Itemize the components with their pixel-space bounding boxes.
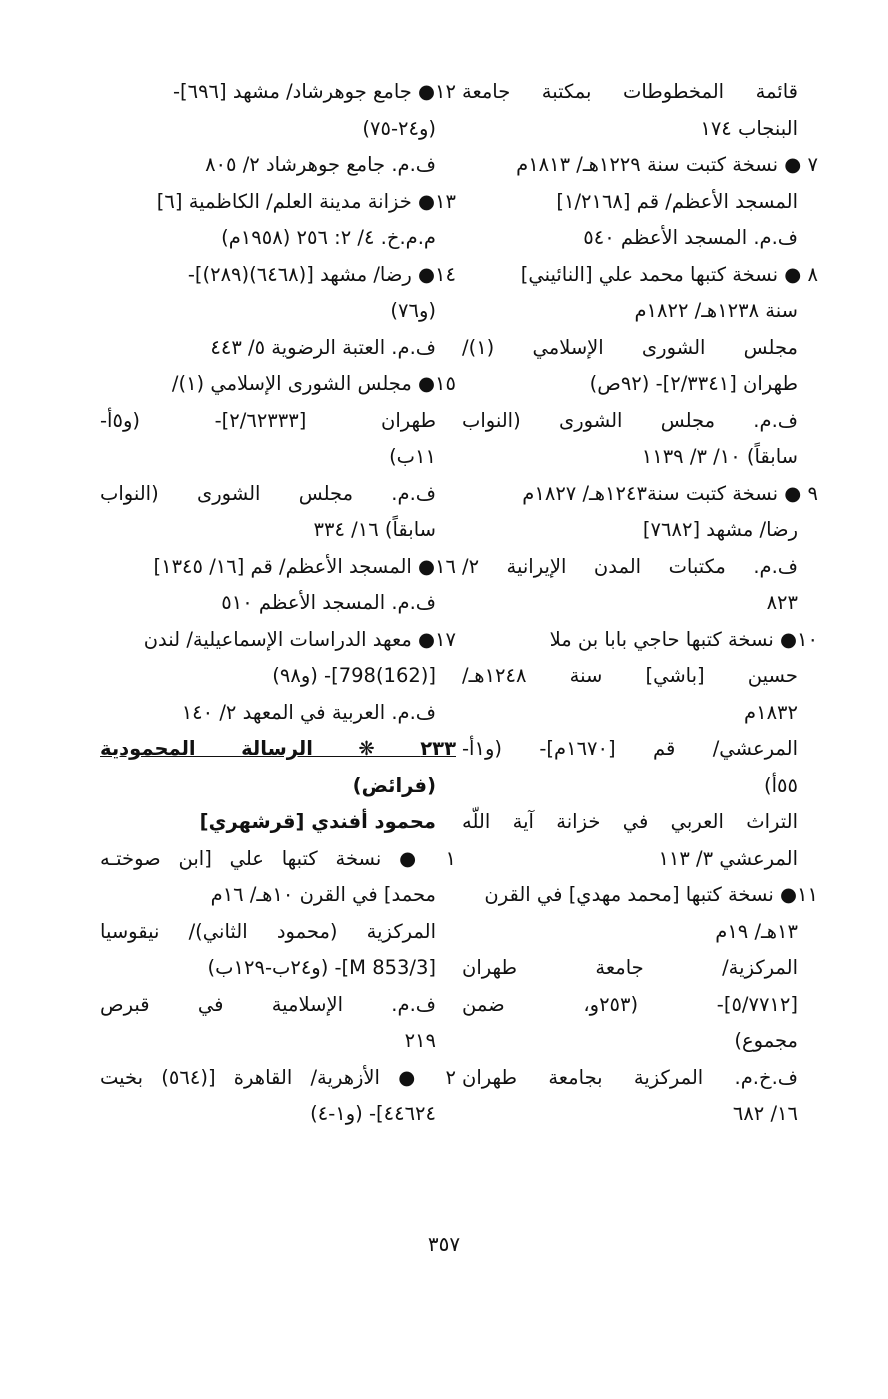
- entry-ref: ف.م. العربية في المعهد ٢/ ١٤٠: [181, 700, 436, 724]
- entry-ref: ف.م. المسجد الأعظم ٥٤٠: [583, 226, 798, 249]
- entry-ref: م.م.خ. ٤/ ٢: ٢٥٦ (١٩٥٨م): [221, 226, 436, 249]
- entry-line: المرعشي/ قم [١٦٧٠م]- (و١أ-: [462, 737, 798, 760]
- entry-line: سنة ١٢٣٨هـ/ ١٨٢٢م: [634, 299, 798, 322]
- entry-ref: التراث العربي في خزانة آية اللّه: [462, 810, 798, 833]
- entry-ref: ٨٢٣: [766, 591, 798, 614]
- entry-head: ١٠● نسخة كتبها حاجي بابا بن ملا: [549, 627, 818, 651]
- left-column: [100, 74, 456, 1133]
- entry-line: [(162)798]- (و٩٨): [272, 664, 436, 687]
- entry-head: ٩ ● نسخة كتبت سنة١٢٤٣هـ/ ١٨٢٧م: [522, 481, 818, 505]
- entry-line: مجموع): [734, 1029, 798, 1052]
- entry-line: طهران [٢/٣٣٤١]- (٩٢ص): [589, 372, 798, 395]
- entry-line: المسجد الأعظم/ قم [١/٢١٦٨]: [556, 189, 798, 213]
- entry-ref: ف.م. مكتبات المدن الإيرانية ٢/: [462, 554, 798, 578]
- entry-ref: ف.خ.م. المركزية بجامعة طهران: [462, 1065, 798, 1089]
- work-subtitle: (فرائض): [352, 773, 436, 797]
- entry-ref: ف.م. المسجد الأعظم ٥١٠: [221, 591, 436, 614]
- intro-line: قائمة المخطوطات بمكتبة جامعة: [462, 80, 798, 103]
- entry-line: ١١ب): [389, 445, 436, 468]
- entry-line: محمد] في القرن ١٠هـ/ ١٦م: [210, 883, 436, 906]
- entry-ref: ف.م. الإسلامية في قبرص: [100, 992, 436, 1016]
- entry-line: ٥٥أ): [764, 773, 798, 797]
- entry-ref: سابقاً) ١٦/ ٣٣٤: [313, 518, 436, 541]
- entry-head: ١١● نسخة كتبها [محمد مهدي] في القرن: [484, 883, 818, 906]
- entry-line: رضا/ مشهد [٧٦٨٢]: [642, 518, 798, 541]
- page-number: ٣٥٧: [427, 1232, 461, 1256]
- entry-head: ١٣● خزانة مدينة العلم/ الكاظمية [٦]: [156, 189, 456, 213]
- entry-line: ١٣هـ/ ١٩م: [715, 919, 798, 943]
- right-column: [462, 74, 818, 1133]
- entry-ref: سابقاً) ١٠/ ٣/ ١١٣٩: [641, 445, 798, 468]
- entry-head: ٧ ● نسخة كتبت سنة ١٢٢٩هـ/ ١٨١٣م: [516, 153, 818, 176]
- entry-head: ٨ ● نسخة كتبها محمد علي [النائيني]: [520, 262, 818, 286]
- entry-head: ١٧● معهد الدراسات الإسماعيلية/ لندن: [143, 627, 456, 651]
- work-title: ٢٣٣ ❋ الرسالة المحمودية: [100, 737, 456, 760]
- entry-head: ١٤● رضا/ مشهد [(٦٤٦٨)(٢٨٩)]-: [187, 262, 456, 286]
- entry-line: [M 853/3]- (و٢٤ب-١٢٩ب): [207, 956, 436, 979]
- entry-ref: ٢١٩: [404, 1029, 436, 1052]
- entry-line: (و٢٤-٧٥): [362, 116, 436, 140]
- entry-head: ٢ ● الأزهرية/ القاهرة [(٥٦٤) بخيت: [100, 1065, 456, 1089]
- entry-line: ٤٤٦٢٤]- (و١-٤): [310, 1102, 436, 1125]
- entry-line: طهران [٢/٦٢٣٣٣]- (و٥أ-: [100, 408, 436, 432]
- entry-ref: المرعشي ٣/ ١١٣: [658, 846, 798, 870]
- intro-line: البنجاب ١٧٤: [700, 116, 798, 140]
- entry-line: المركزية (محمود الثاني)/ نيقوسيا: [100, 919, 436, 943]
- entry-line: المركزية/ جامعة طهران: [462, 956, 798, 979]
- work-author: محمود أفندي [قرشهري]: [199, 810, 436, 833]
- entry-line: (و٧٦): [390, 299, 436, 322]
- entry-line: حسين [باشي] سنة ١٢٤٨هـ/: [462, 664, 798, 687]
- entry-ref: ١٦/ ٦٨٢: [732, 1102, 798, 1125]
- entry-head: ١٢● جامع جوهرشاد/ مشهد [٦٩٦]-: [172, 80, 456, 103]
- entry-line: ١٨٣٢م: [744, 700, 798, 724]
- entry-ref: ف.م. جامع جوهرشاد ٢/ ٨٠٥: [205, 153, 436, 176]
- entry-ref: ف.م. مجلس الشورى (النواب: [100, 481, 436, 505]
- entry-head: ١٥● مجلس الشورى الإسلامي (١)/: [171, 372, 456, 395]
- entry-line: مجلس الشورى الإسلامي (١)/: [462, 335, 798, 359]
- entry-head: ١٦● المسجد الأعظم/ قم [١٦/ ١٣٤٥]: [153, 554, 456, 578]
- entry-head: ١ ● نسخة كتبها علي [ابن صوختـه: [100, 846, 456, 870]
- entry-ref: ف.م. مجلس الشورى (النواب: [462, 408, 798, 432]
- entry-line: [٥/٧٧١٢]- (٢٥٣و، ضمن: [462, 992, 798, 1016]
- entry-ref: ف.م. العتبة الرضوية ٥/ ٤٤٣: [210, 335, 436, 359]
